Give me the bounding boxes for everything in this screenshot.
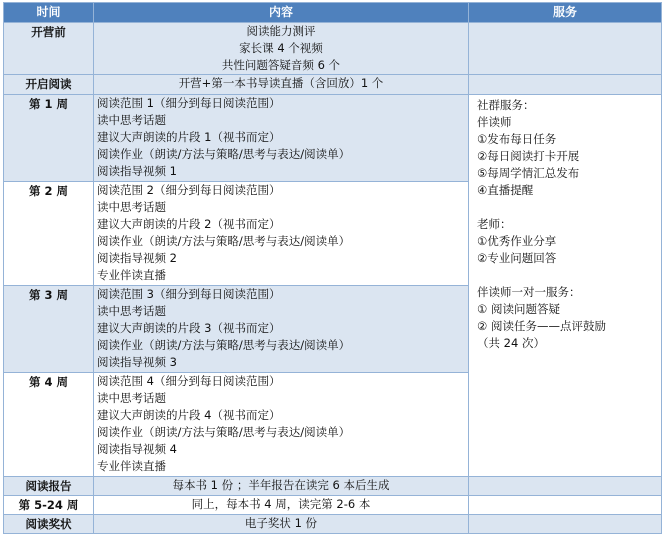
week2-line: 读中思考话题 bbox=[97, 200, 166, 214]
week3-label: 第 3 周 bbox=[4, 286, 94, 373]
week2-line: 专业伴读直播 bbox=[97, 268, 166, 282]
week4-content bbox=[94, 373, 469, 477]
week4-line: 阅读范围 4（细分到每日阅读范围） bbox=[97, 374, 281, 388]
week2-line: 阅读范围 2（细分到每日阅读范围） bbox=[97, 183, 281, 197]
week1-label: 第 1 周 bbox=[4, 95, 94, 182]
week2-line: 阅读作业（朗读/方法与策略/思考与表达/阅读单） bbox=[97, 234, 351, 248]
row-open bbox=[4, 75, 662, 95]
week4-line: 专业伴读直播 bbox=[97, 459, 166, 473]
service-line: 社群服务： bbox=[477, 98, 535, 112]
weeks524-content: 同上，每本书 4 周，读完第 2-6 本 bbox=[94, 496, 469, 515]
prestart-content bbox=[94, 23, 469, 75]
week1-line: 阅读范围 1（细分到每日阅读范围） bbox=[97, 96, 281, 110]
week3-line: 阅读指导视频 3 bbox=[97, 355, 177, 369]
service-spacer bbox=[477, 267, 661, 284]
row-award bbox=[4, 515, 662, 534]
award-content: 电子奖状 1 份 bbox=[94, 515, 469, 534]
week2-line: 阅读指导视频 2 bbox=[97, 251, 177, 265]
week3-line: 阅读作业（朗读/方法与策略/思考与表达/阅读单） bbox=[97, 338, 351, 352]
week2-label: 第 2 周 bbox=[4, 182, 94, 286]
week1-content bbox=[94, 95, 469, 182]
week4-line: 建议大声朗读的片段 4（视书而定） bbox=[97, 408, 281, 422]
service-line: ② 阅读任务——点评鼓励 bbox=[477, 319, 606, 333]
prestart-line: 共性问题答疑音频 6 个 bbox=[221, 58, 341, 72]
service-line: 伴读师 bbox=[477, 115, 512, 129]
week4-label: 第 4 周 bbox=[4, 373, 94, 477]
header-time: 时间 bbox=[4, 3, 94, 23]
week1-line: 建议大声朗读的片段 1（视书而定） bbox=[97, 130, 281, 144]
service-line: ① 阅读问题答疑 bbox=[477, 302, 560, 316]
week3-line: 阅读范围 3（细分到每日阅读范围） bbox=[97, 287, 281, 301]
header-service: 服务 bbox=[469, 3, 662, 23]
header-content: 内容 bbox=[94, 3, 469, 23]
open-content: 开营+第一本书导读直播（含回放）1 个 bbox=[94, 75, 469, 95]
week3-line: 建议大声朗读的片段 3（视书而定） bbox=[97, 321, 281, 335]
award-label: 阅读奖状 bbox=[4, 515, 94, 534]
week2-content bbox=[94, 182, 469, 286]
week1-line: 读中思考话题 bbox=[97, 113, 166, 127]
week4-line: 读中思考话题 bbox=[97, 391, 166, 405]
prestart-service bbox=[469, 23, 662, 75]
prestart-line: 阅读能力测评 bbox=[246, 24, 316, 38]
row-report bbox=[4, 477, 662, 496]
weeks524-label: 第 5-24 周 bbox=[4, 496, 94, 515]
prestart-label: 开营前 bbox=[4, 23, 94, 75]
open-service bbox=[469, 75, 662, 95]
week1-line: 阅读作业（朗读/方法与策略/思考与表达/阅读单） bbox=[97, 147, 351, 161]
row-week1 bbox=[4, 95, 662, 182]
row-weeks-5-24 bbox=[4, 496, 662, 515]
service-schedule-table bbox=[3, 2, 662, 534]
service-line: ①发布每日任务 bbox=[477, 132, 557, 146]
service-spacer bbox=[477, 199, 661, 216]
service-line: ⑤每周学情汇总发布 bbox=[477, 166, 580, 180]
week3-content bbox=[94, 286, 469, 373]
service-line: ②每日阅读打卡开展 bbox=[477, 149, 580, 163]
row-prestart bbox=[4, 23, 662, 75]
week2-line: 建议大声朗读的片段 2（视书而定） bbox=[97, 217, 281, 231]
service-line: 老师： bbox=[477, 217, 512, 231]
service-line: （共 24 次） bbox=[477, 336, 545, 350]
week1-line: 阅读指导视频 1 bbox=[97, 164, 177, 178]
service-line: ②专业问题回答 bbox=[477, 251, 557, 265]
week4-line: 阅读指导视频 4 bbox=[97, 442, 177, 456]
week3-line: 读中思考话题 bbox=[97, 304, 166, 318]
week4-line: 阅读作业（朗读/方法与策略/思考与表达/阅读单） bbox=[97, 425, 351, 439]
open-label: 开启阅读 bbox=[4, 75, 94, 95]
service-line: ①优秀作业分享 bbox=[477, 234, 557, 248]
service-cell bbox=[469, 95, 662, 477]
service-line: ④直播提醒 bbox=[477, 183, 534, 197]
report-content: 每本书 1 份 ；半年报告在读完 6 本后生成 bbox=[94, 477, 469, 496]
report-service bbox=[469, 477, 662, 496]
header-row bbox=[4, 3, 662, 23]
weeks524-service bbox=[469, 496, 662, 515]
award-service bbox=[469, 515, 662, 534]
service-line: 伴读师一对一服务： bbox=[477, 285, 581, 299]
report-label: 阅读报告 bbox=[4, 477, 94, 496]
prestart-line: 家长课 4 个视频 bbox=[239, 41, 323, 55]
